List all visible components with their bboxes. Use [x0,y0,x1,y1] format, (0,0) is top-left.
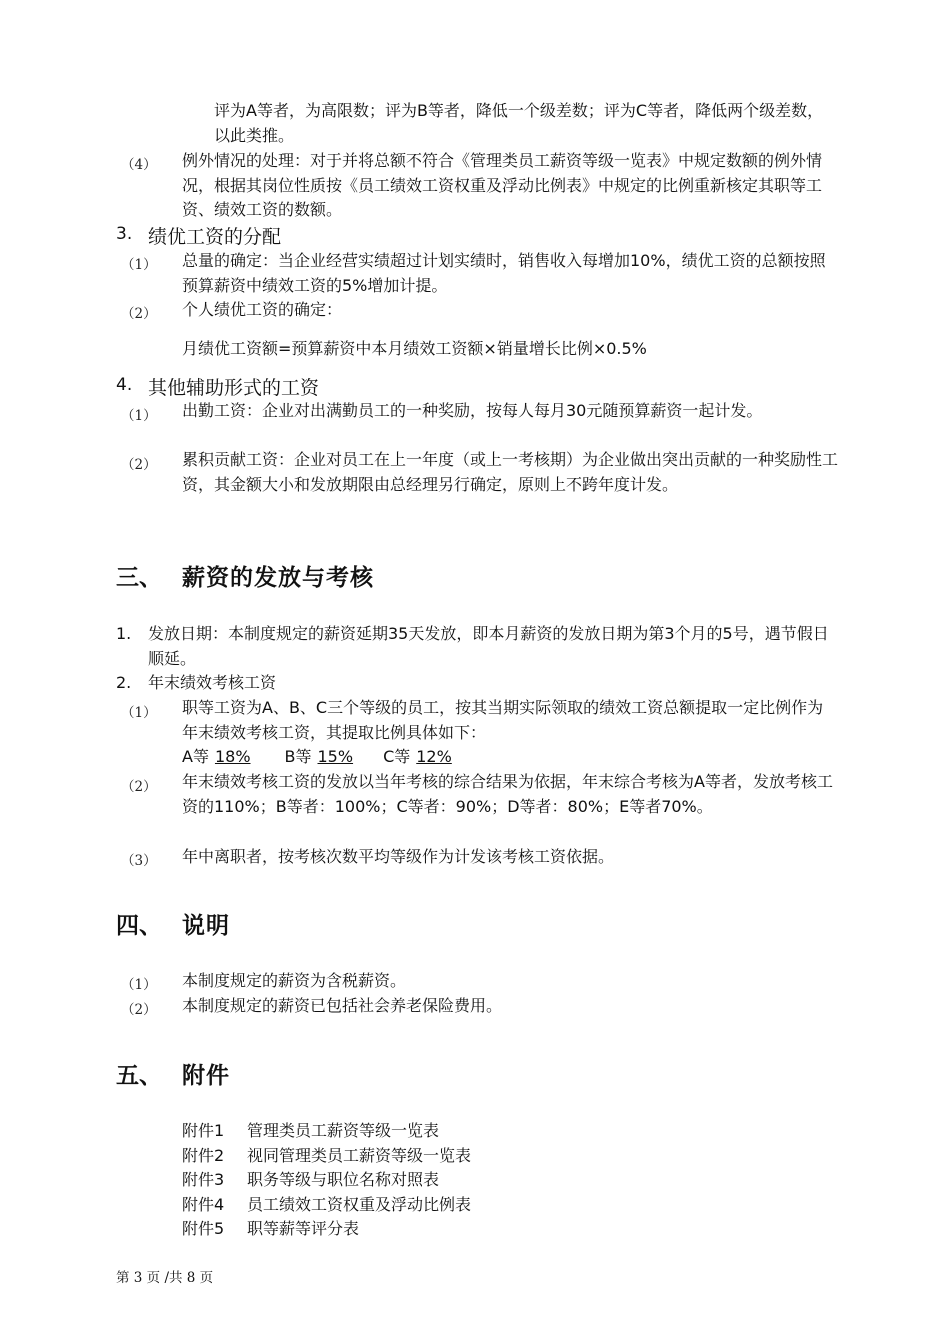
attachment-label: 附件2 [182,1145,225,1165]
year-end-item1-marker: （1） [121,705,157,721]
year-end-item2-text: 年末绩效考核工资的发放以当年考核的综合结果为依据，年末综合考核为A等者，发放考核工资的110%；B等者：100%；C等者：90%；D等者：80%；E等者70%。 [182,772,833,816]
sec3-heading: 绩优工资的分配 [148,226,282,248]
sec4-item1-text: 出勤工资：企业对出满勤员工的一种奖励，按每人每月30元随预算薪资一起计发。 [182,401,763,420]
pay-date-number: 1. [116,624,132,643]
notes-item1-text: 本制度规定的薪资为含税薪资。 [182,971,407,990]
attachment-item [182,1193,471,1218]
section-three-heading: 薪资的发放与考核 [182,565,374,591]
year-end-item2-marker: （2） [121,779,157,795]
section-four-number: 四、 [116,913,162,939]
attachment-title: 员工绩效工资权重及浮动比例表 [247,1194,472,1214]
year-end-item3-text: 年中离职者，按考核次数平均等级作为计发该考核工资依据。 [182,847,615,866]
year-end-item1-text: 职等工资为A、B、C三个等级的员工，按其当期实际领取的绩效工资总额提取一定比例作为年末绩效考核工资，其提取比例具体如下： [182,698,824,742]
notes-item2-text: 本制度规定的薪资已包括社会养老保险费用。 [182,996,503,1015]
sec4-item1-marker: （1） [121,408,157,424]
extraction-ratios [182,745,452,770]
performance-bonus-formula: 月绩优工资额=预算薪资中本月绩效工资额×销量增长比例×0.5% [182,339,647,358]
attachment-label: 附件5 [182,1219,225,1238]
attachment-item [182,1144,471,1169]
section-four-heading: 说明 [182,913,230,939]
sec3-item1-marker: （1） [121,257,157,273]
item-marker-4: （4） [121,157,157,173]
sec3-item2-text: 个人绩优工资的确定： [182,300,343,319]
year-end-heading: 年末绩效考核工资 [148,673,277,692]
attachment-label: 附件4 [182,1194,225,1214]
sec3-item2-marker: （2） [121,306,157,322]
sec4-heading: 其他辅助形式的工资 [148,377,320,399]
ratio-a-value: 18% [214,747,251,766]
year-end-item3-marker: （3） [121,853,157,869]
section-five-heading: 附件 [182,1063,230,1089]
section-five-number: 五、 [116,1063,162,1089]
sec4-item2-marker: （2） [121,457,157,473]
ratio-c-label: C等 [383,747,411,766]
ratio-b-value: 15% [317,747,354,766]
attachment-item [182,1168,471,1193]
sec3-item1-text: 总量的确定：当企业经营实绩超过计划实绩时，销售收入每增加10%，绩优工资的总额按照预算薪资中绩效工资的5%增加计提。 [182,251,826,295]
attachment-title: 职务等级与职位名称对照表 [247,1170,440,1189]
year-end-number: 2. [116,673,132,692]
attachment-item [182,1217,471,1242]
ratio-c-value: 12% [416,747,452,766]
notes-item2-marker: （2） [121,1002,157,1018]
attachment-label: 附件3 [182,1170,225,1189]
sec3-number: 3. [116,224,133,244]
sec4-number: 4. [116,375,133,395]
ratio-a-label: A等 [182,747,209,766]
attachment-title: 职等薪等评分表 [247,1219,360,1238]
ratio-b-label: B等 [284,747,312,766]
attachment-label: 附件1 [182,1121,225,1140]
pay-date-paragraph: 发放日期：本制度规定的薪资延期35天发放，即本月薪资的发放日期为第3个月的5号，遇节假日顺延。 [148,624,829,668]
exception-paragraph: 例外情况的处理：对于并将总额不符合《管理类员工薪资等级一览表》中规定数额的例外情况，根据其岗位性质按《员工绩效工资权重及浮动比例表》中规定的比例重新核定其职等工资、绩效工资的数额。 [182,151,823,219]
attachment-list [182,1119,471,1242]
continuation-paragraph: 评为A等者，为高限数；评为B等者，降低一个级差数；评为C等者，降低两个级差数，以此类推。 [214,101,824,145]
page-number-footer: 第 3 页 /共 8 页 [116,1270,214,1286]
section-three-number: 三、 [116,565,162,591]
notes-item1-marker: （1） [121,977,157,993]
attachment-title: 管理类员工薪资等级一览表 [247,1121,440,1140]
sec4-item2-text: 累积贡献工资：企业对员工在上一年度（或上一考核期）为企业做出突出贡献的一种奖励性工资，其金额大小和发放期限由总经理另行确定，原则上不跨年度计发。 [182,450,839,494]
attachment-title: 视同管理类员工薪资等级一览表 [247,1145,472,1165]
attachment-item [182,1119,471,1144]
